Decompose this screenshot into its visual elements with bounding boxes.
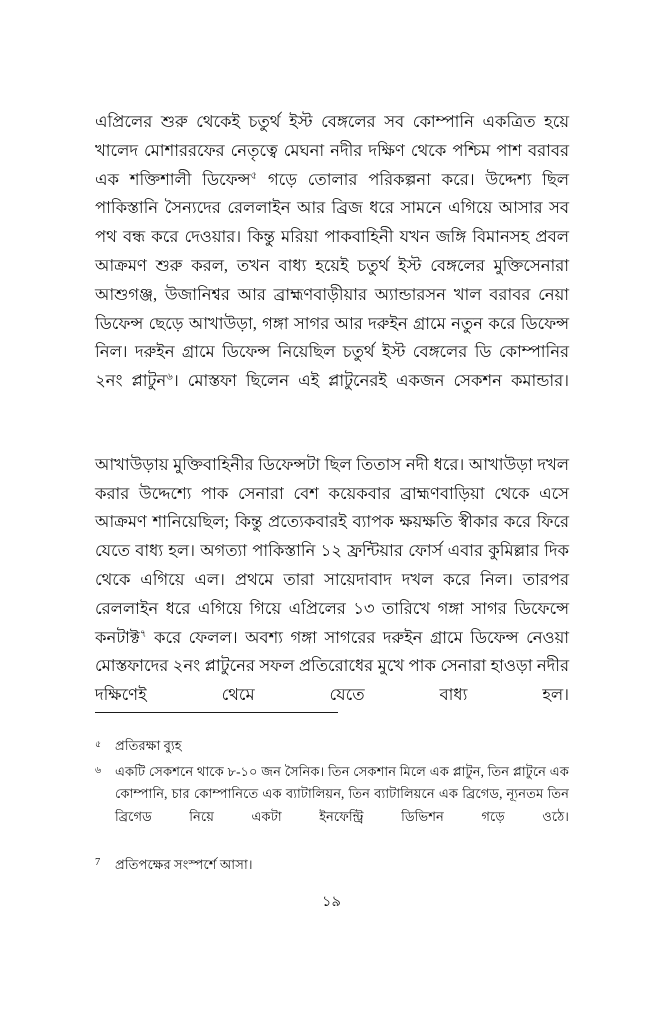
footnote-text: প্রতিরক্ষা ব্যুহ [115,738,182,753]
footnote-item [95,761,569,851]
footnote-marker[interactable]: ৬ [95,764,102,776]
footnote-marker[interactable]: ৫ [95,739,102,750]
footnote-reference[interactable]: ৭ [139,628,147,640]
body-paragraph-1 [95,108,569,425]
footnote-separator-rule [95,712,338,713]
footnote-zone [95,712,569,877]
footnote-reference[interactable]: ৬ [166,371,173,383]
footnote-item [95,735,569,758]
paragraph-text-run: এপ্রিলের শুরু থেকেই চতুর্থ ইস্ট বেঙ্গলের সব কোম্পানি একত্রিত হয়ে খালেদ মোশাররফের নেতৃত্বে মেঘনা নদীর দক্ষিণ থেকে পশ্চিম পাশ বরাবর এক শক্তিশালী ডিফেন্স [95,112,569,189]
paragraph-text-run: । মোস্তফা ছিলেন এই প্লাটুনেরই একজন সেকশন কমান্ডার। [172,371,569,391]
footnote-text: প্রতিপক্ষের সংস্পর্শে আসা। [115,856,253,872]
footnote-item [95,854,569,877]
footnote-text: একটি সেকশনে থাকে ৮-১০ জন সৈনিক। তিন সেকশান মিলে এক প্লাটুন, তিন প্লাটুনে এক কোম্পানি, চার কোম্পানিতে এক ব্যাটালিয়ন, তিন ব্যাটালিয়নে এক ব্রিগেড, ন্যূনতম তিন ব্রিগেড নিয়ে একটা ইনফেন্ট্রি ডিভিশন গড়ে ওঠে। [115,763,569,824]
footnote-marker[interactable]: 7 [95,856,101,868]
body-text-block [95,108,569,739]
body-paragraph-2 [95,451,569,739]
page-number: ১৯ [322,894,341,910]
paragraph-text-run: গড়ে তোলার পরিকল্পনা করে। উদ্দেশ্য ছিল পাকিস্তানি সৈন্যদের রেললাইন আর ব্রিজ ধরে সামনে এগিয়ে আসার সব পথ বন্ধ করে দেওয়ার। কিন্তু মরিয়া পাকবাহিনী যখন জঙ্গি বিমানসহ প্রবল আক্রমণ শুরু করল, তখন বাধ্য হয়েই চতুর্থ ইস্ট বেঙ্গলের মুক্তিসেনারা আশুগঞ্জ, উজানিশ্বর আর ব্রাহ্মণবাড়ীয়ার অ্যান্ডারসন খাল বরাবর নেয়া ডিফেন্স ছেড়ে আখাউড়া, গঙ্গা সাগর আর দরুইন গ্রামে নতুন করে ডিফেন্স নিল। দরুইন গ্রামে ডিফেন্স নিয়েছিল চতুর্থ ইস্ট বেঙ্গলের ডি কোম্পানির ২নং প্লাটুন [95,169,570,391]
paragraph-text-run: আখাউড়ায় মুক্তিবাহিনীর ডিফেন্সটা ছিল তিতাস নদী ধরে। আখাউড়া দখল করার উদ্দেশ্যে পাক সেনারা বেশ কয়েকবার ব্রাহ্মণবাড়িয়া থেকে এসে আক্রমণ শানিয়েছিল; কিন্তু প্রত্যেকবারই ব্যাপক ক্ষয়ক্ষতি স্বীকার করে ফিরে যেতে বাধ্য হল। অগত্যা পাকিস্তানি ১২ ফ্রন্টিয়ার ফোর্স এবার কুমিল্লার দিক থেকে এগিয়ে এল। প্রথমে তারা সায়েদাবাদ দখল করে নিল। তারপর রেললাইন ধরে এগিয়ে গিয়ে এপ্রিলের ১৩ তারিখে গঙ্গা সাগর ডিফেন্সে কনটাক্ট [95,454,569,647]
footnote-list [95,735,569,877]
paragraph-text-run: করে ফেলল। অবশ্য গঙ্গা সাগরের দরুইন গ্রামে ডিফেন্স নেওয়া মোস্তফাদের ২নং প্লাটুনের সফল প্রতিরোধের মুখে পাক সেনারা হাওড়া নদীর দক্ষিণেই থেমে যেতে বাধ্য হল। [95,627,569,705]
footnote-reference[interactable]: ৫ [250,170,258,182]
